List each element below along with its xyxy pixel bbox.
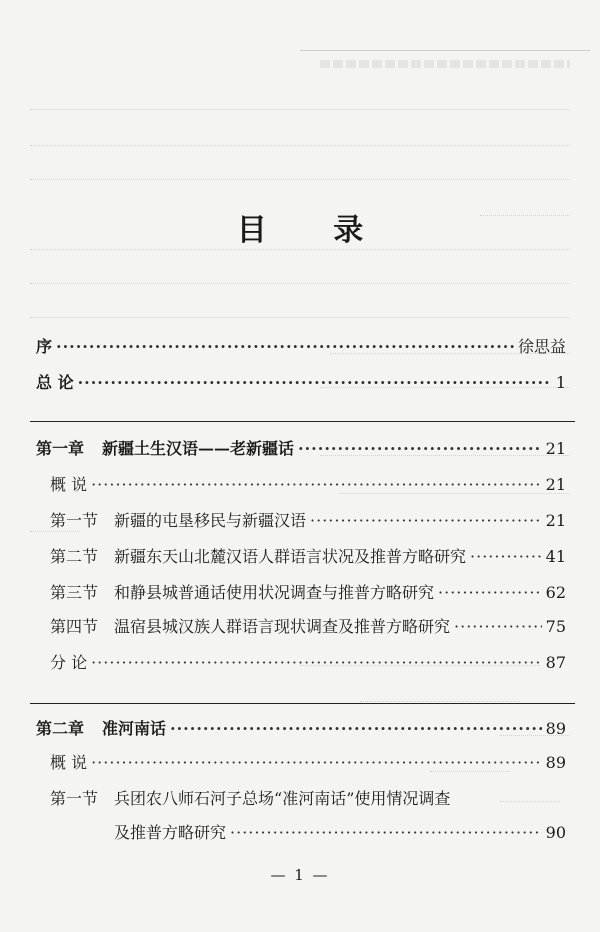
toc-entry-page: 徐思益 xyxy=(517,337,566,356)
toc-leader-dots xyxy=(310,510,542,532)
toc-entry-label: 第一章 xyxy=(36,439,85,458)
toc-entry-label: 第二节 xyxy=(50,547,99,566)
toc-leader-dots xyxy=(298,438,542,460)
toc-entry-ch1-section-3[interactable] xyxy=(50,582,566,604)
toc-entry-preface[interactable] xyxy=(36,336,566,358)
toc-entry-page: 41 xyxy=(545,547,566,566)
toc-entry-page: 21 xyxy=(545,511,566,530)
toc-entry-title: 和静县城普通话使用状况调查与推普方略研究 xyxy=(114,583,435,602)
toc-entry-ch1-section-1[interactable] xyxy=(50,510,566,532)
toc-entry-ch1-section-2[interactable] xyxy=(50,546,566,568)
toc-entry-label: 概 说 xyxy=(50,475,88,494)
toc-leader-dots xyxy=(91,752,542,774)
toc-leader-dots xyxy=(454,616,542,638)
toc-entry-page: 62 xyxy=(545,583,566,602)
toc-entry-label: 第一节 xyxy=(50,789,99,808)
toc-entry-ch2-section-1-cont[interactable] xyxy=(114,822,566,844)
toc-entry-general-introduction[interactable] xyxy=(36,372,566,394)
page-number-footer: — 1 — xyxy=(270,866,330,884)
toc-leader-dots xyxy=(91,652,542,674)
toc-entry-page: 89 xyxy=(545,719,566,738)
toc-entry-page: 90 xyxy=(545,823,566,842)
toc-entry-label: 第三节 xyxy=(50,583,99,602)
toc-entry-page: 21 xyxy=(545,475,566,494)
toc-entry-ch2-section-1[interactable] xyxy=(50,788,566,810)
section-divider xyxy=(30,703,575,704)
toc-leader-dots xyxy=(78,372,552,394)
toc-entry-title: 新疆土生汉语——老新疆话 xyxy=(102,439,295,458)
toc-entry-label: 分 论 xyxy=(50,653,88,672)
toc-leader-dots xyxy=(470,546,542,568)
toc-entry-page: 1 xyxy=(555,373,566,392)
toc-entry-page: 89 xyxy=(545,753,566,772)
toc-entry-title: 新疆的屯垦移民与新疆汉语 xyxy=(114,511,307,530)
toc-entry-label: 第一节 xyxy=(50,511,99,530)
toc-entry-title: 准河南话 xyxy=(102,719,167,738)
toc-entry-label: 概 说 xyxy=(50,753,88,772)
toc-leader-dots xyxy=(170,718,542,740)
toc-entry-label: 序 xyxy=(36,337,53,356)
page-title: 目 录 xyxy=(236,213,392,248)
toc-entry-label: 第二章 xyxy=(36,719,85,738)
toc-entry-title: 新疆东天山北麓汉语人群语言状况及推普方略研究 xyxy=(114,547,467,566)
toc-entry-chapter-2[interactable] xyxy=(36,718,566,740)
toc-leader-dots xyxy=(56,336,514,358)
toc-entry-page: 87 xyxy=(545,653,566,672)
toc-entry-page: 21 xyxy=(545,439,566,458)
toc-entry-title: 温宿县城汉族人群语言现状调查及推普方略研究 xyxy=(114,617,451,636)
toc-leader-dots xyxy=(91,474,542,496)
toc-entry-ch2-overview[interactable] xyxy=(50,752,566,774)
toc-entry-chapter-1[interactable] xyxy=(36,438,566,460)
toc-leader-dots xyxy=(438,582,542,604)
toc-entry-ch1-overview[interactable] xyxy=(50,474,566,496)
toc-entry-title: 及推普方略研究 xyxy=(114,823,227,842)
section-divider xyxy=(30,421,575,422)
toc-leader-dots xyxy=(230,822,542,844)
toc-entry-label: 第四节 xyxy=(50,617,99,636)
toc-entry-ch1-section-4[interactable] xyxy=(50,616,566,638)
toc-entry-page: 75 xyxy=(545,617,566,636)
toc-entry-ch1-sub-discussion[interactable] xyxy=(50,652,566,674)
toc-entry-title: 兵团农八师石河子总场“准河南话”使用情况调查 xyxy=(114,789,451,808)
toc-entry-label: 总 论 xyxy=(36,373,74,392)
